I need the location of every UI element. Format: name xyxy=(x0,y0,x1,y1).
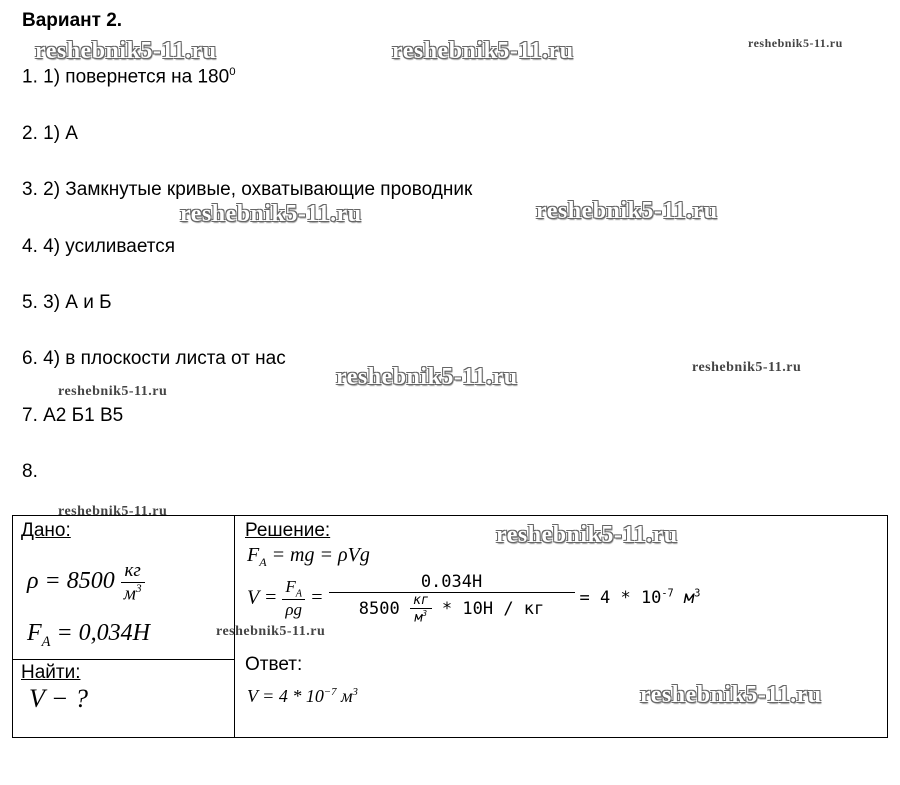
find-label: Найти: xyxy=(21,662,81,683)
find-value: V − ? xyxy=(29,684,88,713)
given-label: Дано: xyxy=(21,520,71,541)
answer-1: 1. 1) повернется на $180^0$ xyxy=(22,66,236,88)
equation-volume: V = $\frac{F_A}{\rho g}$ = 0.034H 8500 $\frac{кг}{м^3}$ * 10H / кг = $4 * 10^{-7}$ $м^3$ xyxy=(247,572,701,626)
watermark: reshebnik5-11.ru xyxy=(536,198,718,224)
given-density: ρ = 8500 $\frac{кг}{м^3}$ xyxy=(27,560,145,605)
equation-force: $F_A$ = mg = ρVg xyxy=(247,544,370,569)
answer-7: 7. А2 Б1 В5 xyxy=(22,405,124,426)
answer-label: Ответ: xyxy=(245,654,303,675)
answer-value: $V = 4 * 10^{-7}$ $м^3$ xyxy=(247,686,358,706)
watermark: reshebnik5-11.ru xyxy=(336,364,518,390)
watermark: reshebnik5-11.ru xyxy=(392,38,574,64)
watermark: reshebnik5-11.ru xyxy=(692,360,802,375)
answer-2: 2. 1) А xyxy=(22,123,78,144)
watermark: reshebnik5-11.ru xyxy=(216,624,326,639)
watermark: reshebnik5-11.ru xyxy=(35,38,217,64)
watermark: reshebnik5-11.ru xyxy=(748,36,843,50)
watermark: reshebnik5-11.ru xyxy=(640,682,822,708)
given-force: $F_A = 0,034H$ xyxy=(27,620,150,650)
answer-8: 8. xyxy=(22,461,38,482)
watermark: reshebnik5-11.ru xyxy=(58,384,168,399)
row-divider xyxy=(13,659,234,660)
answer-6: 6. 4) в плоскости листа от нас xyxy=(22,348,286,369)
solution-label: Решение: xyxy=(245,520,331,541)
answer-4: 4. 4) усиливается xyxy=(22,236,176,257)
watermark: reshebnik5-11.ru xyxy=(180,201,362,227)
watermark: reshebnik5-11.ru xyxy=(496,522,678,548)
variant-title: Вариант 2. xyxy=(22,10,123,31)
answer-5: 5. 3) А и Б xyxy=(22,292,112,313)
answer-3: 3. 2) Замкнутые кривые, охватывающие проводник xyxy=(22,179,473,200)
watermark: reshebnik5-11.ru xyxy=(58,504,168,519)
